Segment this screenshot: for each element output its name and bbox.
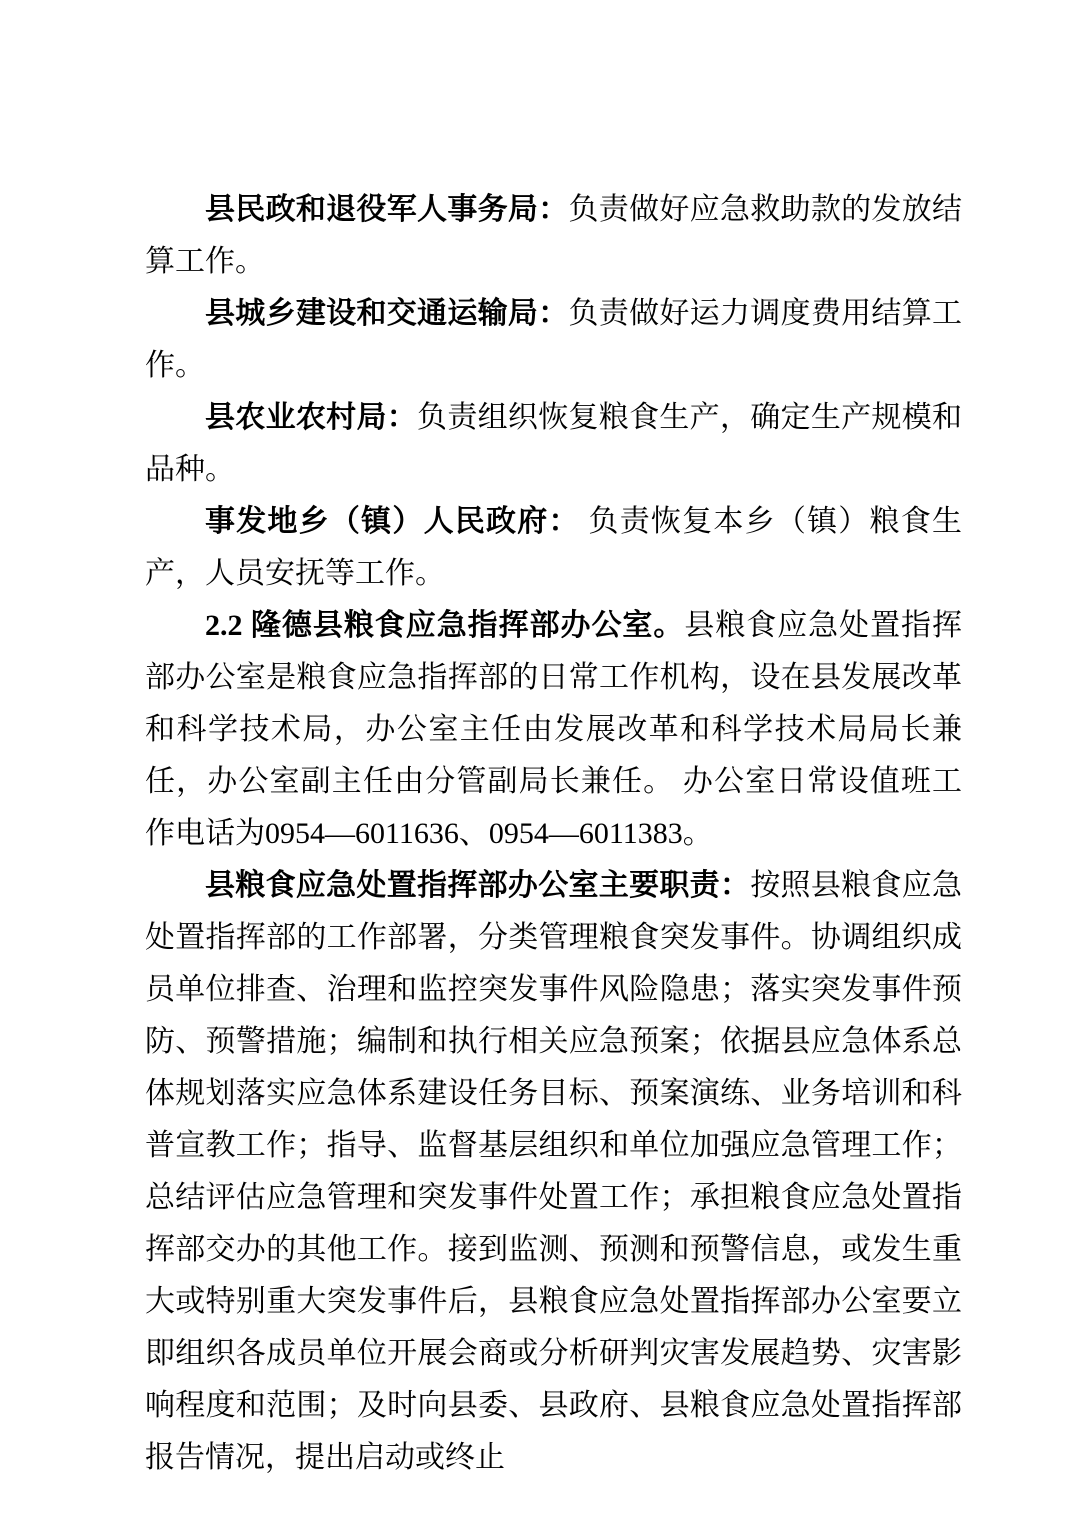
para-construction-transport-bureau <box>145 288 962 392</box>
text-run-bold: 县农业农村局： <box>205 401 418 434</box>
para-civil-affairs-bureau <box>145 184 962 288</box>
para-township-government <box>145 496 962 600</box>
document-body <box>145 184 962 1484</box>
text-run: 负责做好应急救助款的发放结算工作。 <box>145 193 962 278</box>
para-section-2-2-emergency-office <box>145 600 962 860</box>
text-run: 负责做好运力调度费用结算工作。 <box>145 297 962 382</box>
text-run-bold: 事发地乡（镇）人民政府： <box>205 505 580 538</box>
text-run: 负责组织恢复粮食生产，确定生产规模和品种。 <box>145 401 963 486</box>
para-office-main-duties <box>145 860 962 1484</box>
text-run: 负责恢复本乡（镇）粮食生产，人员安抚等工作。 <box>145 505 962 590</box>
text-run: 县粮食应急处置指挥部办公室是粮食应急指挥部的日常工作机构，设在县发展改革和科学技术局，办公室主任由发展改革和科学技术局局长兼任，办公室副主任由分管副局长兼任。 办公室日常设值班工作电话为0954—6011636、0954—6011383。 <box>145 609 963 850</box>
para-agriculture-bureau <box>145 392 962 496</box>
text-run-bold: 县民政和退役军人事务局： <box>205 193 569 226</box>
text-run-bold: 县粮食应急处置指挥部办公室主要职责： <box>205 869 751 902</box>
text-run-bold: 2.2 隆德县粮食应急指挥部办公室。 <box>205 609 685 642</box>
text-run-bold: 县城乡建设和交通运输局： <box>205 297 569 330</box>
text-run: 按照县粮食应急处置指挥部的工作部署，分类管理粮食突发事件。协调组织成员单位排查、治理和监控突发事件风险隐患；落实突发事件预防、预警措施；编制和执行相关应急预案；依据县应急体系总体规划落实应急体系建设任务目标、预案演练、业务培训和科普宣教工作；指导、监督基层组织和单位加强应急管理工作；总结评估应急管理和突发事件处置工作；承担粮食应急处置指挥部交办的其他工作。接到监测、预测和预警信息，或发生重大或特别重大突发事件后，县粮食应急处置指挥部办公室要立即组织各成员单位开展会商或分析研判灾害发展趋势、灾害影响程度和范围；及时向县委、县政府、县粮食应急处置指挥部报告情况，提出启动或终止 <box>145 869 962 1474</box>
